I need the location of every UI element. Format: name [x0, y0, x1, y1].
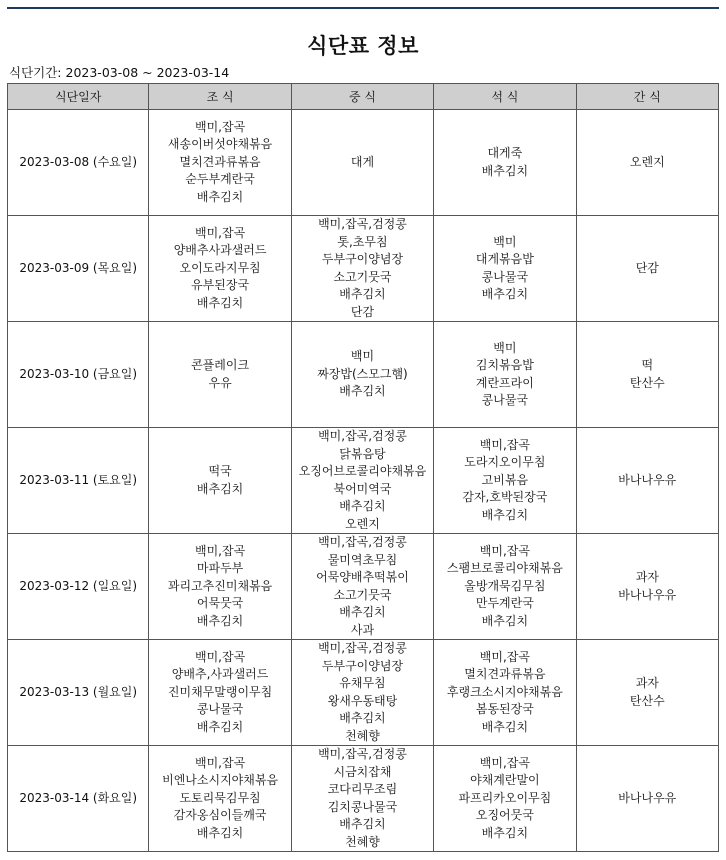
menu-item: 물미역초무침: [327, 552, 398, 567]
menu-item: 탄산수: [629, 375, 665, 390]
menu-item: 배추김치: [339, 384, 386, 399]
menu-item: 닭볶음탕: [339, 446, 386, 461]
menu-item: 배추김치: [196, 481, 244, 496]
dinner-cell: [434, 534, 576, 640]
menu-item: 유부된장국: [191, 278, 250, 293]
date-cell: 2023-03-14 (화요일): [8, 746, 149, 852]
menu-item: 도토리묵김무침: [179, 790, 261, 805]
lunch-cell: [291, 746, 433, 852]
menu-item: 콩나물국: [481, 393, 529, 407]
lunch-cell: [291, 640, 433, 746]
menu-item: 백미: [350, 349, 375, 364]
date-cell: 2023-03-10 (금요일): [8, 322, 149, 428]
menu-item: 백미,잡곡: [479, 649, 530, 664]
snack-cell: [576, 640, 718, 746]
menu-item: 도라지오이무침: [464, 455, 546, 470]
menu-item: 오렌지: [629, 154, 665, 169]
menu-item: 꽈리고추진미채볶음: [167, 578, 273, 593]
menu-item: 오이도라지무침: [179, 260, 261, 275]
menu-item: 양배추사과샐러드: [173, 243, 267, 258]
menu-item: 백미: [493, 340, 517, 355]
top-rule: [7, 7, 719, 9]
menu-item: 과자: [635, 676, 659, 690]
menu-item: 짜장밥(스모그햄): [317, 366, 408, 381]
menu-item: 탄산수: [629, 693, 665, 708]
breakfast-cell: [149, 110, 291, 216]
menu-item: 시금치잡채: [333, 764, 392, 779]
menu-item: 배추김치: [481, 507, 529, 522]
meal-period: [9, 63, 229, 81]
breakfast-cell: [149, 216, 291, 322]
snack-cell: [576, 746, 718, 852]
menu-item: 마파두부: [196, 561, 244, 576]
breakfast-cell: [149, 534, 291, 640]
menu-item: 바나나우유: [618, 472, 677, 487]
menu-item: 소고기뭇국: [333, 269, 392, 284]
lunch-cell: [291, 216, 433, 322]
menu-item: 배추김치: [481, 163, 529, 178]
lunch-cell: [291, 110, 433, 216]
menu-item: 천혜향: [345, 834, 380, 849]
menu-item: 단감: [635, 260, 659, 275]
table-row: [8, 110, 719, 216]
menu-item: 배추김치: [196, 825, 244, 840]
menu-item: 만두계란국: [475, 596, 534, 611]
menu-item: 소고기뭇국: [333, 587, 392, 602]
menu-item: 콩나물국: [196, 702, 244, 717]
menu-item: 백미,잡곡: [194, 225, 246, 240]
menu-item: 후랭크소시지야채볶음: [446, 684, 563, 699]
menu-item: 배추김치: [481, 613, 529, 628]
table-body: [8, 110, 719, 852]
lunch-cell: [291, 534, 433, 640]
menu-item: 배추김치: [196, 613, 244, 628]
menu-item: 유채무침: [339, 676, 386, 690]
table-row: [8, 322, 719, 428]
menu-item: 오징어뭇국: [475, 808, 534, 823]
menu-item: 양배추,사과샐러드: [171, 667, 269, 682]
dinner-cell: [434, 428, 576, 534]
menu-item: 콩나물국: [481, 269, 529, 284]
menu-item: 백미,잡곡: [194, 649, 246, 664]
menu-item: 대게: [350, 154, 375, 169]
menu-item: 배추김치: [339, 817, 386, 831]
dinner-cell: [434, 322, 576, 428]
dinner-cell: [434, 746, 576, 852]
menu-item: 김치콩나물국: [327, 799, 398, 814]
menu-item: 떡국: [208, 464, 232, 478]
period-label: 식단기간:: [9, 65, 62, 80]
menu-item: 대게죽: [487, 146, 523, 160]
menu-item: 진미채무말랭이무침: [167, 684, 273, 699]
menu-item: 왕새우동태탕: [327, 693, 398, 708]
menu-item: 멸치견과류볶음: [464, 667, 546, 682]
menu-item: 톳,초무침: [337, 234, 388, 249]
menu-item: 배추김치: [339, 605, 386, 619]
breakfast-cell: [149, 640, 291, 746]
menu-item: 김치볶음밥: [475, 358, 534, 372]
menu-item: 배추김치: [339, 499, 386, 513]
col-header-date: 식단일자: [8, 84, 149, 110]
menu-item: 멸치견과류볶음: [179, 154, 261, 169]
col-header-snack: 간 식: [576, 84, 718, 110]
menu-item: 백미,잡곡,검정콩: [318, 429, 407, 443]
menu-item: 새송이버섯야채볶음: [167, 137, 273, 152]
menu-item: 야채계란말이: [470, 773, 540, 788]
menu-item: 백미,잡곡,검정콩: [318, 535, 407, 549]
menu-item: 배추김치: [481, 719, 529, 734]
menu-item: 과자: [635, 570, 659, 584]
menu-item: 단감: [350, 304, 375, 319]
table-row: [8, 640, 719, 746]
date-cell: 2023-03-09 (목요일): [8, 216, 149, 322]
menu-item: 오징어브로콜리야채볶음: [298, 464, 427, 478]
breakfast-cell: [149, 322, 291, 428]
menu-item: 백미,잡곡: [479, 543, 530, 558]
menu-item: 천혜향: [345, 728, 380, 743]
menu-item: 우유: [208, 375, 232, 390]
menu-item: 백미,잡곡: [194, 119, 246, 134]
menu-item: 배추김치: [339, 711, 386, 725]
menu-item: 어묵뭇국: [196, 596, 244, 611]
menu-item: 백미,잡곡,검정콩: [318, 641, 407, 655]
menu-item: 봄동된장국: [475, 702, 534, 717]
menu-item: 계란프라이: [475, 375, 534, 390]
menu-item: 백미,잡곡,검정콩: [318, 747, 407, 761]
snack-cell: [576, 110, 718, 216]
col-header-breakfast: 조 식: [149, 84, 291, 110]
dinner-cell: [434, 110, 576, 216]
menu-item: 두부구이양념장: [321, 658, 404, 673]
menu-item: 배추김치: [196, 189, 244, 204]
table-header-row: [8, 84, 719, 110]
lunch-cell: [291, 428, 433, 534]
page-title: 식단표 정보: [307, 34, 419, 58]
menu-item: 백미: [493, 234, 517, 249]
meal-table: [7, 83, 719, 852]
menu-item: 배추김치: [339, 287, 386, 301]
snack-cell: [576, 428, 718, 534]
menu-item: 스팸브로콜리야채볶음: [446, 561, 563, 576]
menu-item: 올방개묵김무침: [464, 578, 546, 593]
breakfast-cell: [149, 746, 291, 852]
menu-item: 감자,호박된장국: [462, 490, 548, 505]
menu-item: 배추김치: [196, 719, 244, 734]
menu-item: 코다리무조림: [327, 782, 398, 796]
snack-cell: [576, 534, 718, 640]
date-cell: 2023-03-08 (수요일): [8, 110, 149, 216]
menu-item: 파프리카오이무침: [458, 790, 552, 805]
breakfast-cell: [149, 428, 291, 534]
menu-item: 백미,잡곡: [194, 755, 246, 770]
period-value: 2023-03-08 ~ 2023-03-14: [65, 65, 230, 80]
menu-item: 배추김치: [196, 295, 244, 310]
col-header-dinner: 석 식: [434, 84, 576, 110]
menu-item: 북어미역국: [333, 481, 392, 496]
menu-item: 감자옹심이들깨국: [173, 808, 267, 823]
menu-item: 두부구이양념장: [321, 252, 404, 266]
table-row: [8, 216, 719, 322]
table-row: [8, 428, 719, 534]
menu-item: 순두부계란국: [185, 172, 255, 187]
dinner-cell: [434, 216, 576, 322]
menu-item: 배추김치: [481, 825, 529, 840]
menu-item: 백미,잡곡: [479, 755, 530, 770]
table-row: [8, 746, 719, 852]
date-cell: 2023-03-11 (토요일): [8, 428, 149, 534]
col-header-lunch: 중 식: [291, 84, 433, 110]
menu-item: 고비볶음: [481, 472, 529, 487]
menu-item: 떡: [641, 358, 654, 372]
lunch-cell: [291, 322, 433, 428]
date-cell: 2023-03-12 (일요일): [8, 534, 149, 640]
menu-item: 백미,잡곡: [479, 437, 530, 452]
menu-item: 바나나우유: [618, 587, 677, 602]
menu-item: 백미,잡곡: [194, 543, 246, 558]
menu-item: 백미,잡곡,검정콩: [318, 217, 407, 231]
dinner-cell: [434, 640, 576, 746]
snack-cell: [576, 216, 718, 322]
menu-item: 비엔나소시지야채볶음: [162, 773, 279, 788]
date-cell: 2023-03-13 (월요일): [8, 640, 149, 746]
menu-item: 대게볶음밥: [475, 252, 534, 266]
menu-item: 배추김치: [481, 287, 529, 301]
menu-item: 오렌지: [345, 516, 380, 531]
menu-item: 바나나우유: [618, 790, 677, 805]
snack-cell: [576, 322, 718, 428]
menu-item: 어묵양배추떡볶이: [316, 570, 409, 584]
menu-item: 콘플레이크: [191, 358, 250, 372]
menu-item: 사과: [350, 622, 375, 637]
table-row: [8, 534, 719, 640]
